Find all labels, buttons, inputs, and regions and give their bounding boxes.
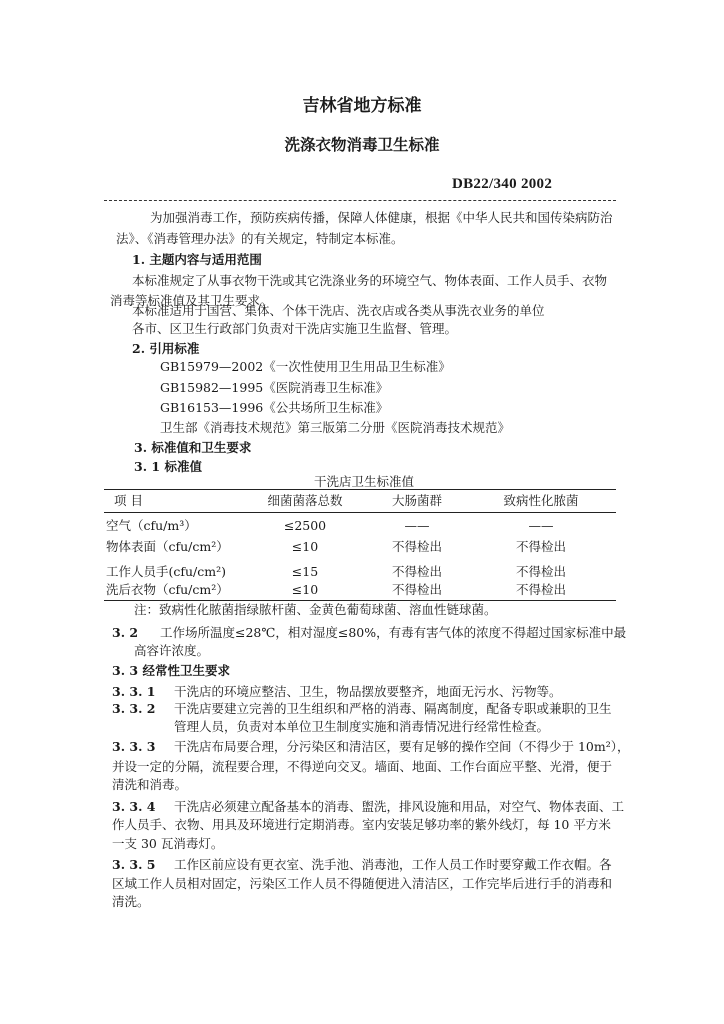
table-cell: 物体表面（cfu/cm²）	[106, 539, 229, 554]
clause-line: 干洗店要建立完善的卫生组织和严格的消毒、隔离制度，配备专职或兼职的卫生	[174, 701, 612, 716]
table-header: 细菌菌落总数	[267, 493, 343, 508]
table-cell: 不得检出	[391, 564, 442, 579]
table-rule	[104, 512, 616, 513]
table-cell: 不得检出	[391, 539, 442, 554]
paragraph-line: 各市、区卫生行政部门负责对干洗店实施卫生监督、管理。	[132, 321, 458, 336]
section-heading: 2. 引用标准	[132, 341, 200, 356]
intro-line: 为加强消毒工作，预防疾病传播，保障人体健康，根据《中华人民共和国传染病防治	[150, 210, 613, 225]
table-cell: 不得检出	[515, 564, 566, 579]
clause-number: 3. 3. 3	[112, 739, 156, 754]
clause-line: 作人员手、衣物、用具及环境进行定期消毒。室内安装足够功率的紫外线灯，每 10 平方米	[112, 817, 611, 832]
table-cell: 洗后衣物（cfu/cm²）	[106, 582, 229, 597]
table-cell: ≤2500	[283, 518, 327, 533]
table-header: 致病性化脓菌	[503, 493, 579, 508]
table-cell: ≤15	[291, 564, 319, 579]
table-cell: 不得检出	[515, 582, 566, 597]
clause-line: 工作区前应设有更衣室、洗手池、消毒池，工作人员工作时要穿戴工作衣帽。各	[174, 857, 612, 872]
reference-item: GB16153—1996《公共场所卫生标准》	[160, 400, 389, 415]
intro-line: 法》、《消毒管理办法》的有关规定，特制定本标准。	[116, 231, 404, 246]
subsection-heading: 3. 1 标准值	[134, 459, 202, 474]
table-header: 大肠菌群	[391, 493, 442, 508]
section-heading: 1. 主题内容与适用范围	[132, 252, 262, 267]
clause-line: 清洗和消毒。	[112, 777, 188, 792]
clause-number: 3. 3. 2	[112, 701, 156, 716]
reference-item: 卫生部《消毒技术规范》第三版第二分册《医院消毒技术规范》	[160, 420, 511, 435]
clause-line: 一支 30 瓦消毒灯。	[112, 836, 224, 851]
clause-line: 并设一定的分隔，流程要合理，不得逆向交叉。墙面、地面、工作台面应平整、光滑，便于	[112, 759, 613, 774]
table-rule	[104, 489, 616, 490]
clause-line: 干洗店必须建立配备基本的消毒、盥洗，排风设施和用品，对空气、物体表面、工	[174, 799, 625, 814]
reference-item: GB15979—2002《一次性使用卫生用品卫生标准》	[160, 359, 451, 374]
clause-number: 3. 2	[112, 625, 139, 640]
clause-number: 3. 3. 1	[112, 684, 156, 699]
org-title: 吉林省地方标准	[302, 96, 422, 116]
clause-line: 干洗店布局要合理，分污染区和清洁区，要有足够的操作空间（不得少于 10m²），	[174, 739, 630, 754]
reference-item: GB15982—1995《医院消毒卫生标准》	[160, 380, 389, 395]
standard-code: DB22/340 2002	[452, 176, 553, 192]
table-header: 项 目	[114, 493, 143, 508]
clause-number: 3. 3. 4	[112, 799, 156, 814]
clause-line: 管理人员，负责对本单位卫生制度实施和消毒情况进行经常性检查。	[174, 719, 550, 734]
clause-line: 清洗。	[112, 894, 150, 909]
table-caption: 干洗店卫生标准值	[314, 474, 415, 489]
table-cell: 不得检出	[515, 539, 566, 554]
clause-line: 区域工作人员相对固定，污染区工作人员不得随便进入清洁区，工作完毕后进行手的消毒和	[112, 876, 613, 891]
paragraph-line: 本标准适用于国营、集体、个体干洗店、洗衣店或各类从事洗衣业务的单位	[132, 303, 545, 318]
section-heading: 3. 标准值和卫生要求	[134, 440, 252, 455]
table-cell: 空气（cfu/m³）	[106, 518, 197, 533]
table-cell: 不得检出	[391, 582, 442, 597]
header-rule	[104, 200, 616, 202]
paragraph-line: 本标准规定了从事衣物干洗或其它洗涤业务的环境空气、物体表面、工作人员手、衣物	[132, 273, 608, 288]
clause-number: 3. 3. 5	[112, 857, 156, 872]
table-cell: ——	[528, 518, 554, 533]
table-cell: 工作人员手(cfu/cm²)	[106, 564, 227, 579]
table-cell: ≤10	[291, 582, 319, 597]
table-rule	[104, 600, 616, 601]
paragraph-line: 消毒等标准值及其卫生要求。	[110, 293, 273, 308]
table-cell: ——	[404, 518, 430, 533]
clause-line: 高容许浓度。	[134, 643, 210, 658]
clause-heading: 3. 3 经常性卫生要求	[112, 663, 230, 678]
clause-line: 工作场所温度≤28℃，相对湿度≤80%，有毒有害气体的浓度不得超过国家标准中最	[160, 625, 627, 640]
table-note: 注：致病性化脓菌指绿脓杆菌、金黄色葡萄球菌、溶血性链球菌。	[134, 602, 497, 617]
clause-line: 干洗店的环境应整洁、卫生，物品摆放要整齐，地面无污水、污物等。	[174, 684, 562, 699]
table-cell: ≤10	[291, 539, 319, 554]
document-title: 洗涤衣物消毒卫生标准	[284, 135, 440, 154]
